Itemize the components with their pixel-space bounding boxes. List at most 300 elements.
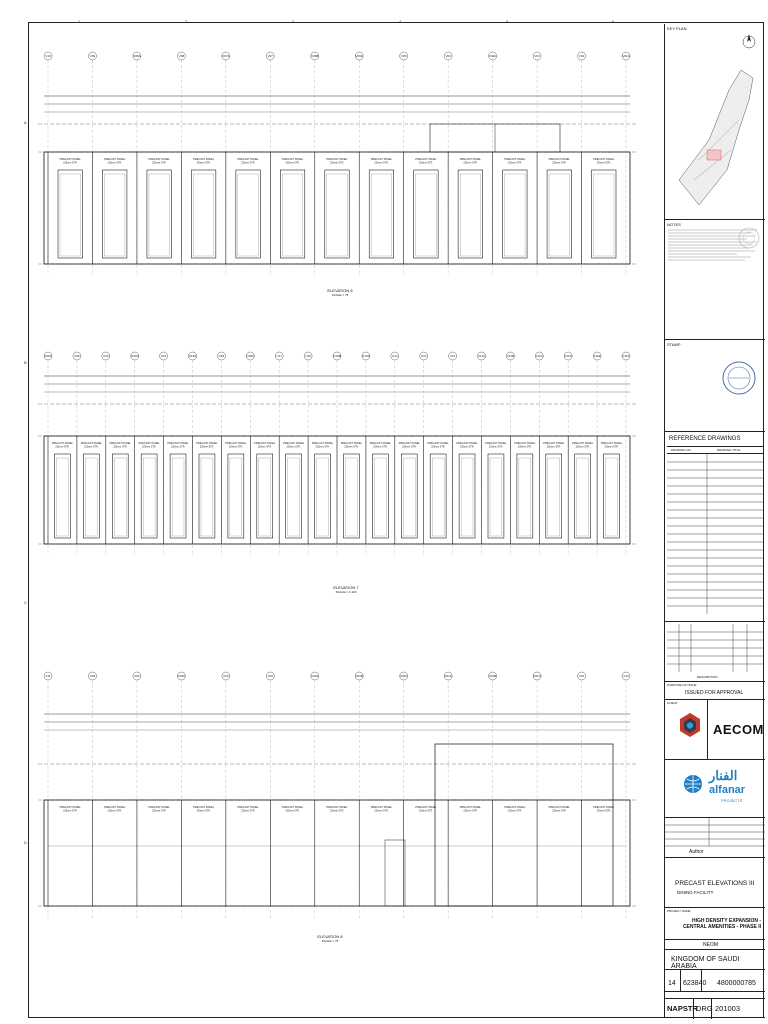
panel-label: PRECAST PANEL	[427, 442, 449, 445]
elevation-title: ELEVATION 8	[317, 934, 343, 939]
gridline-label: V05	[401, 54, 407, 59]
door-opening	[459, 454, 475, 538]
precast-panel	[493, 800, 537, 906]
panel-label: PRECAST PANEL	[167, 442, 189, 445]
panel-thickness: 225mm STR.	[507, 809, 522, 813]
door-opening	[102, 170, 126, 258]
elevation-scale: SCALE = 75	[331, 293, 349, 297]
tall-block	[435, 744, 613, 906]
panel-label: PRECAST PANEL	[148, 158, 170, 161]
panel-label: PRECAST PANEL	[80, 442, 102, 445]
gridline-label: V05A	[44, 354, 52, 359]
door-opening	[401, 454, 417, 538]
panel-label: PRECAST PANEL	[192, 158, 215, 161]
precast-panel	[315, 800, 359, 906]
ref-col-drawing-no: DRAWING NO.	[671, 448, 692, 452]
reference-drawings-section	[665, 431, 765, 621]
panel-thickness: 225mm STR.	[113, 445, 128, 449]
panel-label: PRECAST PANEL	[281, 806, 304, 809]
stamp-label: STAMP	[667, 342, 681, 347]
author-name: Author	[689, 849, 704, 855]
panel-label: PRECAST PANEL	[485, 442, 507, 445]
panel-thickness: 225mm STR.	[171, 445, 186, 449]
panel-label: PRECAST PANEL	[59, 806, 81, 809]
gridline-label: V04	[445, 54, 451, 59]
panel-label: PRECAST PANEL	[225, 442, 247, 445]
panel-thickness: 225mm STR.	[286, 445, 301, 449]
gridline-label: V01	[578, 674, 585, 679]
panel-label: PRECAST PANEL	[196, 442, 218, 445]
gridline-label: V03	[534, 54, 540, 59]
panel-label: PRECAST PANEL	[283, 442, 305, 445]
panel-label: PRECAST PANEL	[514, 442, 536, 445]
gridline-label: U20	[103, 354, 109, 359]
gridline-label: U19	[160, 354, 167, 359]
precast-panel	[404, 800, 448, 906]
panel-thickness: 225mm STR.	[196, 161, 211, 165]
precast-panel	[315, 152, 349, 264]
gridline-label: U16	[305, 354, 311, 359]
precast-panel	[221, 436, 247, 544]
gridline-label: U18A	[246, 354, 255, 359]
country-section	[665, 949, 765, 969]
precast-panel	[137, 800, 181, 906]
panel-thickness: 225mm STR.	[374, 809, 389, 813]
panel-thickness: 225mm STR.	[418, 161, 433, 165]
panel-thickness: 225mm STR.	[196, 809, 211, 813]
client-label: CLIENT	[667, 701, 678, 705]
panel-label: PRECAST PANEL	[459, 806, 482, 809]
precast-panel	[337, 436, 363, 544]
precast-panel	[493, 152, 527, 264]
panel-thickness: 225mm STR.	[374, 161, 389, 165]
client-consultant-section	[665, 699, 765, 759]
frame-ref-top: 5	[506, 19, 509, 24]
gridline-label: V09	[89, 54, 96, 59]
gridline-label: V01A	[622, 54, 630, 59]
door-opening	[414, 170, 438, 258]
door-opening	[236, 170, 260, 258]
panel-thickness: 225mm STR.	[552, 809, 567, 813]
panel-thickness: 225mm STR.	[107, 161, 122, 165]
frame-ref-top: 6	[612, 19, 615, 24]
gridline-label: V03	[223, 674, 229, 679]
panel-thickness: 225mm STR.	[463, 161, 478, 165]
project-number: 14	[668, 980, 676, 987]
precast-panel	[48, 800, 92, 906]
consultant-logo: AECOM	[713, 722, 764, 737]
key-plan-label: KEY PLAN	[667, 26, 687, 31]
gridline-label: V08A	[133, 54, 141, 59]
gridline-label: V06B	[311, 54, 319, 59]
precast-panel	[482, 436, 508, 544]
gridline-label: U19A	[188, 354, 197, 359]
precast-panel	[582, 800, 626, 906]
gridline-label: V11E	[593, 354, 601, 359]
panel-thickness: 225mm STR.	[142, 445, 157, 449]
panel-label: PRECAST PANEL	[370, 806, 393, 809]
precast-panel	[77, 436, 103, 544]
elevations-canvas	[30, 24, 662, 1016]
notes-label: NOTES	[667, 222, 681, 227]
panel-label: PRECAST PANEL	[572, 442, 594, 445]
panel-thickness: 225mm STR.	[596, 809, 611, 813]
precast-panel	[135, 436, 161, 544]
panel-thickness: 225mm STR.	[488, 445, 503, 449]
precast-panel	[537, 152, 571, 264]
panel-thickness: 225mm STR.	[329, 161, 345, 165]
panel-label: PRECAST PANEL	[548, 806, 570, 809]
panel-thickness: 225mm STR.	[63, 161, 78, 165]
frame-ref-side: C	[24, 600, 27, 605]
precast-panel	[424, 436, 450, 544]
elevation-6-drawing	[38, 52, 638, 276]
issued-for-approval: ISSUED FOR APPROVAL	[685, 690, 744, 696]
panel-thickness: 225mm STR.	[431, 445, 446, 449]
gridline-label: V04A	[488, 54, 497, 59]
door-opening	[546, 454, 562, 538]
door-opening	[199, 454, 215, 538]
title-block	[664, 24, 764, 1018]
drawing-title: PRECAST ELEVATIONS III	[675, 880, 755, 887]
panel-thickness: 225mm STR.	[329, 809, 345, 813]
precast-panel	[193, 436, 219, 544]
door-opening	[372, 454, 388, 538]
panel-label: PRECAST PANEL	[415, 806, 437, 809]
panel-thickness: 225mm STR.	[241, 161, 256, 165]
door-opening	[147, 170, 171, 258]
precast-panel	[92, 152, 126, 264]
precast-panel	[48, 436, 74, 544]
gridline-label: U20A	[130, 354, 139, 359]
elevation-7-drawing	[38, 352, 638, 556]
door-opening	[369, 170, 393, 258]
gridline-label: V04A	[177, 674, 186, 679]
key-plan-map	[669, 30, 761, 216]
door-opening	[325, 170, 349, 258]
project-section	[665, 907, 765, 939]
door-opening	[191, 170, 215, 258]
wall-outline	[44, 152, 630, 264]
door-opening	[604, 454, 620, 538]
door-opening	[170, 454, 186, 538]
gridline-label: V11D	[564, 354, 572, 359]
gridline-label: U15A	[362, 354, 370, 359]
door-opening	[503, 170, 527, 258]
gridline-label: V02C	[399, 674, 408, 679]
panel-thickness: 225mm STR.	[107, 809, 122, 813]
gridline-label: V02B	[355, 674, 363, 679]
stamp-section	[665, 339, 765, 431]
contractor-sub: PROJECTS	[721, 798, 743, 803]
gridline-label: V11B	[506, 354, 514, 359]
panel-thickness: 225mm STR.	[596, 161, 611, 165]
key-plan-section	[665, 24, 765, 219]
gridline-label: V05	[74, 354, 80, 359]
door-opening	[488, 454, 504, 538]
project-name: HIGH DENSITY EXPANSION - CENTRAL AMENITIES - PHASE II	[682, 918, 761, 930]
gridline-label: V11F	[622, 354, 630, 359]
gridline-label: V11	[45, 674, 51, 679]
panel-label: PRECAST PANEL	[593, 806, 615, 809]
ref-col-drawing-title: DRAWING TITLE	[717, 448, 741, 452]
gridline-label: V10	[45, 54, 51, 59]
precast-panel	[453, 436, 479, 544]
panel-label: PRECAST PANEL	[543, 442, 565, 445]
door-opening	[592, 170, 616, 258]
gridline-label: V05	[89, 674, 96, 679]
signatures-section	[665, 817, 765, 857]
location-section	[665, 939, 765, 949]
panel-thickness: 225mm STR.	[55, 445, 70, 449]
panel-label: PRECAST PANEL	[109, 442, 131, 445]
gridline-label: U18	[218, 354, 225, 359]
signature-grid	[665, 818, 765, 848]
gridline-label: V07A	[222, 54, 230, 59]
panel-label: PRECAST PANEL	[415, 158, 437, 161]
revision-description-header: DESCRIPTION	[697, 675, 718, 679]
frame-ref-top: 2	[185, 19, 188, 24]
door-opening	[430, 454, 446, 538]
approval-stamp-icon	[721, 360, 757, 396]
precast-panel	[270, 152, 304, 264]
gridline-bubble	[622, 672, 630, 918]
panel-label: PRECAST PANEL	[326, 806, 348, 809]
door-opening	[58, 170, 82, 258]
elevation-6-caption	[300, 288, 380, 297]
frame-ref-top: 4	[399, 19, 402, 24]
panel-label: PRECAST PANEL	[504, 806, 526, 809]
gridline-label: V06A	[355, 54, 363, 59]
panel-thickness: 225mm STR.	[402, 445, 417, 449]
door-opening	[141, 454, 157, 538]
frame-ref-side: D	[24, 840, 27, 845]
gridline-label: V11C	[535, 354, 543, 359]
gridline-label: V01B	[488, 674, 497, 679]
notes-section	[665, 219, 765, 339]
panel-thickness: 225mm STR.	[152, 809, 167, 813]
panel-thickness: 225mm STR.	[418, 809, 433, 813]
gridline-label: V11A	[477, 354, 486, 359]
precast-panel	[395, 436, 421, 544]
gridline-bubble	[622, 352, 630, 556]
panel-thickness: 225mm STR.	[199, 445, 214, 449]
precast-panel	[308, 436, 334, 544]
elevation-scale: SCALE = 75	[321, 939, 339, 943]
project-location: NEOM	[703, 942, 718, 948]
precast-panel	[448, 152, 482, 264]
drawing-title-section	[665, 857, 765, 907]
panel-thickness: 225mm STR.	[84, 445, 99, 449]
elevation-scale: SCALE = 1:100	[335, 590, 357, 594]
precast-panel	[366, 436, 392, 544]
panel-label: PRECAST PANEL	[593, 158, 615, 161]
panel-thickness: 225mm STR.	[507, 161, 522, 165]
gridline-label: U17	[276, 354, 282, 359]
panel-label: PRECAST PANEL	[138, 442, 160, 445]
elevation-7-caption	[306, 585, 386, 594]
gridline-label: V01C	[533, 674, 541, 679]
panel-label: PRECAST PANEL	[281, 158, 304, 161]
gridline-label: U13	[420, 354, 427, 359]
panel-label: PRECAST PANEL	[459, 158, 482, 161]
wall-outline	[44, 800, 630, 906]
gridline-label: V08	[178, 54, 185, 59]
panel-label: PRECAST PANEL	[104, 158, 126, 161]
panel-thickness: 225mm STR.	[344, 445, 359, 449]
panel-label: PRECAST PANEL	[311, 442, 334, 445]
panel-label: PRECAST PANEL	[192, 806, 215, 809]
precast-panel	[582, 152, 616, 264]
panel-thickness: 225mm STR.	[63, 809, 78, 813]
revision-table	[667, 624, 763, 674]
door-opening	[55, 454, 71, 538]
north-arrow-icon	[743, 34, 755, 48]
door-opening	[458, 170, 482, 258]
panel-label: PRECAST PANEL	[326, 158, 348, 161]
door-opening	[257, 454, 273, 538]
purpose-label: PURPOSE OF ISSUE	[667, 683, 697, 687]
drawing-number: 201003	[715, 1004, 741, 1013]
panel-thickness: 225mm STR.	[315, 445, 330, 449]
precast-panel	[359, 152, 393, 264]
gridline-label: U16B	[333, 354, 341, 359]
precast-panel	[597, 436, 623, 544]
panel-thickness: 225mm STR.	[285, 161, 300, 165]
panel-label: PRECAST PANEL	[456, 442, 478, 445]
panel-label: PRECAST PANEL	[369, 442, 391, 445]
panel-label: PRECAST PANEL	[51, 442, 74, 445]
contractor-section	[665, 759, 765, 817]
reference-drawings-title: REFERENCE DRAWINGS	[669, 436, 741, 442]
door-opening	[280, 170, 304, 258]
panel-thickness: 225mm STR.	[604, 445, 619, 449]
reference-table-header	[667, 446, 763, 454]
panel-label: PRECAST PANEL	[237, 158, 259, 161]
drawing-subtitle: DINING FACILITY	[677, 890, 714, 895]
project-code: 623840	[683, 980, 707, 987]
drawing-prefix: NAPSTR	[667, 1004, 698, 1013]
panel-thickness: 225mm STR.	[463, 809, 478, 813]
reference-table-rows	[667, 454, 763, 614]
panel-label: PRECAST PANEL	[104, 806, 126, 809]
door-opening	[575, 454, 591, 538]
panel-label: PRECAST PANEL	[148, 806, 170, 809]
precast-panel	[48, 152, 82, 264]
door-opening	[228, 454, 244, 538]
contract-code: 4800000785	[717, 980, 756, 987]
elevation-title: ELEVATION 7	[333, 585, 359, 590]
stamp-seal-icon	[737, 226, 761, 250]
panel-thickness: 225mm STR.	[241, 809, 256, 813]
gridline-bubble	[622, 52, 630, 276]
precast-panel	[510, 436, 536, 544]
door-opening	[547, 170, 571, 258]
gridline-label: V02	[267, 674, 273, 679]
elevation-title: ELEVATION 6	[327, 288, 353, 293]
neom-logo-icon	[679, 712, 701, 738]
precast-panel	[448, 800, 492, 906]
frame-ref-side: A	[24, 120, 27, 125]
panel-thickness: 225mm STR.	[460, 445, 475, 449]
precast-panel	[226, 152, 260, 264]
precast-panel	[92, 800, 136, 906]
panel-thickness: 225mm STR.	[552, 161, 567, 165]
panel-label: PRECAST PANEL	[237, 806, 259, 809]
panel-label: PRECAST PANEL	[398, 442, 420, 445]
door-opening	[315, 454, 331, 538]
contractor-arabic: الفنار	[709, 768, 738, 783]
project-label: PROJECT NAME	[667, 909, 691, 913]
gridline-label: V07	[267, 54, 273, 59]
frame-ref-top: 3	[292, 19, 295, 24]
door-opening	[286, 454, 302, 538]
precast-panel	[359, 800, 403, 906]
frame-ref-side: B	[24, 360, 27, 365]
precast-panel	[270, 800, 314, 906]
revision-section	[665, 621, 765, 681]
gridline-label: V04	[134, 674, 140, 679]
panel-thickness: 225mm STR.	[575, 445, 590, 449]
precast-panel	[537, 800, 581, 906]
precast-panel	[181, 152, 215, 264]
panel-thickness: 225mm STR.	[517, 445, 532, 449]
door-opening	[344, 454, 360, 538]
door-opening	[517, 454, 533, 538]
door-opening	[385, 840, 405, 906]
precast-panel	[279, 436, 305, 544]
purpose-section	[665, 681, 765, 699]
gridline-label: V01	[578, 54, 585, 59]
drawing-number-section	[665, 991, 765, 1018]
panel-label: PRECAST PANEL	[59, 158, 81, 161]
panel-label: PRECAST PANEL	[600, 442, 623, 445]
panel-label: PRECAST PANEL	[340, 442, 363, 445]
gridline-label: V01A	[444, 674, 452, 679]
gridline-label: V02A	[311, 674, 319, 679]
precast-panel	[568, 436, 594, 544]
codes-section	[665, 969, 765, 991]
elevation-8-caption	[290, 934, 370, 943]
precast-panel	[137, 152, 171, 264]
document-type: DRG	[696, 1004, 713, 1013]
precast-panel	[250, 436, 276, 544]
precast-panel	[404, 152, 438, 264]
door-opening	[83, 454, 99, 538]
frame-ref-top: 1	[78, 19, 81, 24]
panel-thickness: 225mm STR.	[373, 445, 388, 449]
contractor-logo: alfanar	[709, 784, 746, 796]
door-opening	[112, 454, 128, 538]
panel-thickness: 225mm STR.	[257, 445, 272, 449]
gridline-label: U14	[392, 354, 398, 359]
panel-label: PRECAST PANEL	[254, 442, 276, 445]
precast-panel	[181, 800, 225, 906]
precast-panel	[539, 436, 565, 544]
panel-thickness: 225mm STR.	[285, 809, 300, 813]
panel-label: PRECAST PANEL	[504, 158, 526, 161]
gridline-label: V11	[450, 354, 456, 359]
precast-panel	[164, 436, 190, 544]
precast-panel	[106, 436, 132, 544]
project-country: KINGDOM OF SAUDI ARABIA	[671, 956, 740, 970]
panel-label: PRECAST PANEL	[548, 158, 570, 161]
panel-thickness: 225mm STR.	[228, 445, 243, 449]
elevation-8-drawing	[38, 672, 638, 918]
panel-thickness: 225mm STR.	[152, 161, 167, 165]
panel-thickness: 225mm STR.	[546, 445, 561, 449]
precast-panel	[226, 800, 270, 906]
